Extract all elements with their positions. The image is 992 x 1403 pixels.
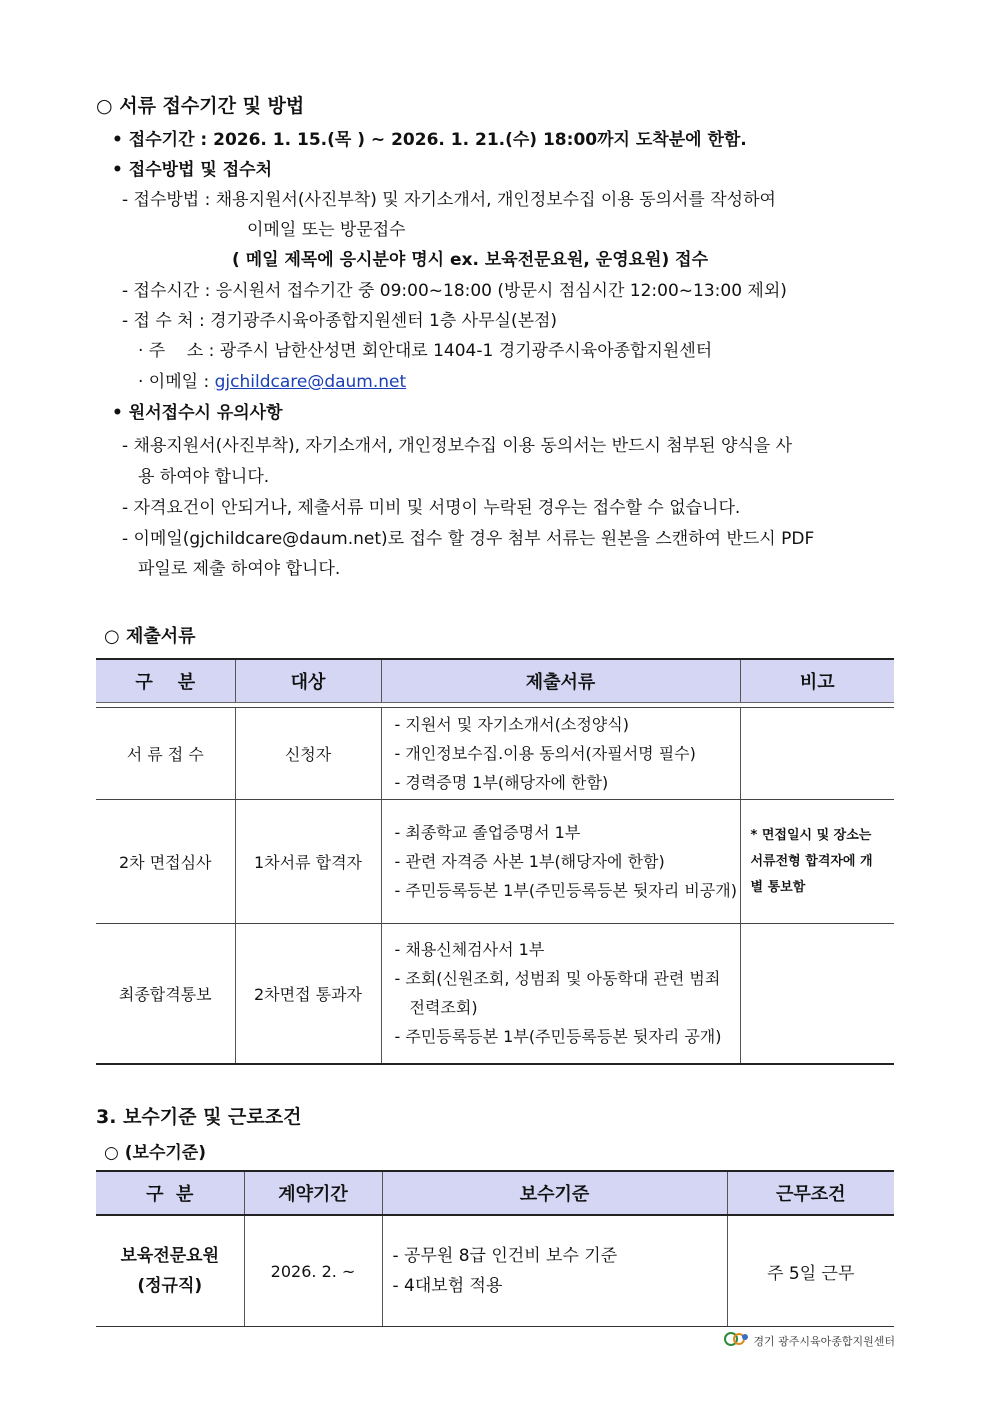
table-row [96, 1215, 894, 1327]
list-item: - 주민등록등본 1부(주민등록등본 뒷자리 공개) [394, 1027, 722, 1047]
footer [724, 1331, 895, 1350]
pay-table [96, 1170, 894, 1327]
target-cell: 2차면접 통과자 [235, 924, 381, 1064]
target-cell: 1차서류 합격자 [235, 800, 381, 924]
method-note: ( 메일 제목에 응시분야 명시 ex. 보육전문요원, 운영요원) 접수 [232, 250, 709, 270]
col-header-position: 구 분 [96, 1171, 244, 1215]
pay-cell [382, 1215, 727, 1327]
note-cell: * 면접일시 및 장소는 서류전형 합격자에 개별 통보함 [740, 800, 894, 924]
method-line2: 이메일 또는 방문접수 [247, 220, 406, 240]
table-row [96, 924, 894, 1064]
method-line1: - 접수방법 : 채용지원서(사진부착) 및 자기소개서, 개인정보수집 이용 동의서를 작성하여 [122, 190, 776, 210]
center-logo-icon [724, 1331, 750, 1350]
dot-bullet-icon: • [112, 130, 123, 150]
stage-cell: 서 류 접 수 [96, 708, 235, 800]
table-row [96, 708, 894, 800]
docs-cell [381, 708, 740, 800]
col-header-stage: 구 분 [96, 659, 235, 703]
time-line: - 접수시간 : 응시원서 접수기간 중 09:00~18:00 (방문시 점심시간 12:00~13:00 제외) [122, 281, 787, 301]
position-cell: 보육전문요원 (정규직) [96, 1215, 244, 1327]
col-header-period: 계약기간 [244, 1171, 382, 1215]
target-cell: 신청자 [235, 708, 381, 800]
period-cell: 2026. 2. ~ [244, 1215, 382, 1327]
col-header-docs: 제출서류 [381, 659, 740, 703]
col-header-pay: 보수기준 [382, 1171, 727, 1215]
list-item: - 최종학교 졸업증명서 1부 [394, 823, 581, 842]
receipt-heading: ○ 서류 접수기간 및 방법 [96, 95, 305, 117]
caution-heading: • 원서접수시 유의사항 [112, 403, 283, 423]
email-line: · 이메일 : gjchildcare@daum.net [138, 372, 407, 392]
list-item: - 경력증명 1부(해당자에 한함) [394, 773, 609, 792]
circle-bullet-icon: ○ [104, 626, 120, 647]
col-header-condition: 근무조건 [727, 1171, 894, 1215]
place-line: - 접 수 처 : 경기광주시육아종합지원센터 1층 사무실(본점) [122, 311, 558, 331]
list-item: - 주민등록등본 1부(주민등록등본 뒷자리 비공개) [394, 881, 737, 900]
list-item: - 4대보험 적용 [392, 1276, 503, 1296]
caution1-line1: - 채용지원서(사진부착), 자기소개서, 개인정보수집 이용 동의서는 반드시 첨부된 양식을 사 [122, 436, 793, 456]
col-header-target: 대상 [235, 659, 381, 703]
list-item: - 개인정보수집.이용 동의서(자필서명 필수) [394, 744, 696, 763]
circle-bullet-icon: ○ [96, 95, 113, 117]
list-item: - 관련 자격증 사본 1부(해당자에 한함) [394, 852, 665, 871]
list-item: - 공무원 8급 인건비 보수 기준 [392, 1246, 618, 1266]
circle-bullet-icon: ○ [104, 1143, 119, 1163]
note-cell [740, 708, 894, 800]
method-heading: • 접수방법 및 접수처 [112, 160, 273, 180]
list-item: - 지원서 및 자기소개서(소정양식) [394, 715, 629, 734]
docs-cell [381, 924, 740, 1064]
stage-cell: 2차 면접심사 [96, 800, 235, 924]
caution1-line2: 용 하여야 합니다. [138, 467, 270, 487]
pay-subheading: ○ (보수기준) [104, 1143, 206, 1163]
col-header-note: 비고 [740, 659, 894, 703]
docs-cell [381, 800, 740, 924]
stage-cell: 최종합격통보 [96, 924, 235, 1064]
caution2: - 자격요건이 안되거나, 제출서류 미비 및 서명이 누락된 경우는 접수할 수 없습니다. [122, 498, 741, 518]
dot-bullet-icon: • [112, 160, 123, 180]
caution3-line1: - 이메일(gjchildcare@daum.net)로 접수 할 경우 첨부 서류는 원본을 스캔하여 반드시 PDF [122, 529, 815, 549]
pay-heading: 3. 보수기준 및 근로조건 [96, 1106, 302, 1128]
receipt-period: • 접수기간 : 2026. 1. 15.(목 ) ~ 2026. 1. 21.(수) 18:00까지 도착분에 한함. [112, 130, 747, 150]
note-cell [740, 924, 894, 1064]
caution3-line2: 파일로 제출 하여야 합니다. [138, 559, 341, 579]
list-item: - 채용신체검사서 1부 [394, 940, 545, 960]
condition-cell: 주 5일 근무 [727, 1215, 894, 1327]
list-item: - 조회(신원조회, 성범죄 및 아동학대 관련 범죄 전력조회) [394, 969, 721, 1018]
dot-bullet-icon: • [112, 403, 123, 423]
docs-heading: ○ 제출서류 [104, 626, 196, 647]
documents-table [96, 658, 894, 1065]
address-line: · 주 소 : 광주시 남한산성면 회안대로 1404-1 경기광주시육아종합지원센터 [138, 341, 713, 361]
footer-org: 경기 광주시육아종합지원센터 [753, 1334, 895, 1348]
table-row [96, 800, 894, 924]
email-link[interactable]: gjchildcare@daum.net [214, 372, 407, 392]
